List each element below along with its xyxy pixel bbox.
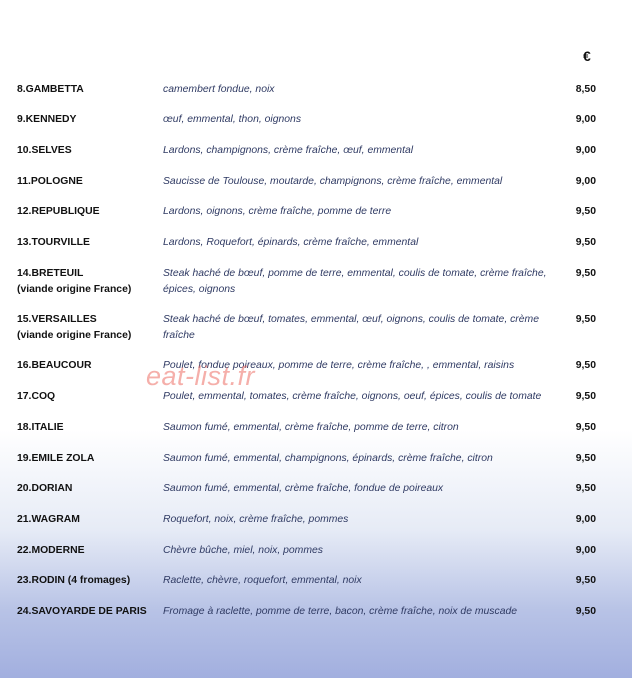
item-description: œuf, emmental, thon, oignons (163, 114, 302, 125)
item-description: Saumon fumé, emmental, champignons, épinards, crème fraîche, citron (163, 453, 493, 464)
item-description: Saumon fumé, emmental, crème fraîche, pomme de terre, citron (163, 422, 459, 433)
item-description: Steak haché de bœuf, pomme de terre, emmental, coulis de tomate, crème fraîche, épices, oignons (163, 268, 547, 295)
item-description: Raclette, chèvre, roquefort, emmental, noix (163, 575, 362, 586)
item-name: 20.DORIAN (17, 483, 73, 494)
item-price: 9,50 (575, 206, 596, 217)
item-description: Fromage à raclette, pomme de terre, bacon, crème fraîche, noix de muscade (163, 606, 518, 617)
item-name-line: 14.BRETEUIL (17, 268, 84, 279)
item-name: 12.REPUBLIQUE (17, 206, 100, 217)
item-name: 17.COQ (17, 391, 56, 402)
item-description: Poulet, fondue poireaux, pomme de terre, crème fraîche, , emmental, raisins (163, 360, 515, 371)
item-description: Roquefort, noix, crème fraîche, pommes (163, 514, 349, 525)
item-description: Saucisse de Toulouse, moutarde, champignons, crème fraîche, emmental (163, 176, 503, 187)
item-price: 9,00 (575, 545, 596, 556)
item-description: Lardons, Roquefort, épinards, crème fraîche, emmental (163, 237, 419, 248)
item-origin-note: (viande origine France) (17, 329, 132, 341)
item-description: camembert fondue, noix (163, 84, 275, 95)
item-name-line: 15.VERSAILLES (17, 314, 97, 325)
item-name: 21.WAGRAM (17, 514, 80, 525)
item-price: 9,50 (575, 237, 596, 248)
item-price: 8,50 (575, 84, 596, 95)
item-price: 9,00 (575, 114, 596, 125)
item-price: 9,50 (575, 268, 596, 279)
item-name: 23.RODIN (4 fromages) (17, 575, 131, 586)
currency-symbol: € (583, 48, 591, 64)
item-price: 9,50 (575, 314, 596, 325)
item-name: 8.GAMBETTA (17, 84, 84, 95)
item-name: 19.EMILE ZOLA (17, 453, 95, 464)
item-name: 10.SELVES (17, 145, 72, 156)
watermark-text: eat-list.fr (146, 361, 256, 391)
item-name: 16.BEAUCOUR (17, 360, 92, 371)
item-price: 9,00 (575, 145, 596, 156)
item-name: 18.ITALIE (17, 422, 64, 433)
item-name (17, 266, 157, 297)
item-description: Steak haché de bœuf, tomates, emmental, œuf, oignons, coulis de tomate, crème fraîche (163, 314, 539, 341)
item-price: 9,50 (575, 606, 596, 617)
item-price: 9,50 (575, 360, 596, 371)
item-price: 9,50 (575, 483, 596, 494)
item-description: Chèvre bûche, miel, noix, pommes (163, 545, 323, 556)
item-description: Poulet, emmental, tomates, crème fraîche, oignons, oeuf, épices, coulis de tomate (163, 391, 542, 402)
item-name: 11.POLOGNE (17, 176, 83, 187)
item-name (17, 312, 157, 343)
item-price: 9,00 (575, 514, 596, 525)
item-origin-note: (viande origine France) (17, 283, 132, 295)
item-name: 22.MODERNE (17, 545, 85, 556)
item-price: 9,50 (575, 422, 596, 433)
item-price: 9,50 (575, 575, 596, 586)
item-name: 9.KENNEDY (17, 114, 77, 125)
item-description: Saumon fumé, emmental, crème fraîche, fondue de poireaux (163, 483, 444, 494)
item-description: Lardons, oignons, crème fraîche, pomme de terre (163, 206, 392, 217)
item-price: 9,50 (575, 453, 596, 464)
item-price: 9,00 (575, 176, 596, 187)
item-description: Lardons, champignons, crème fraîche, œuf, emmental (163, 145, 414, 156)
item-price: 9,50 (575, 391, 596, 402)
item-name: 24.SAVOYARDE DE PARIS (17, 606, 147, 617)
item-name: 13.TOURVILLE (17, 237, 90, 248)
